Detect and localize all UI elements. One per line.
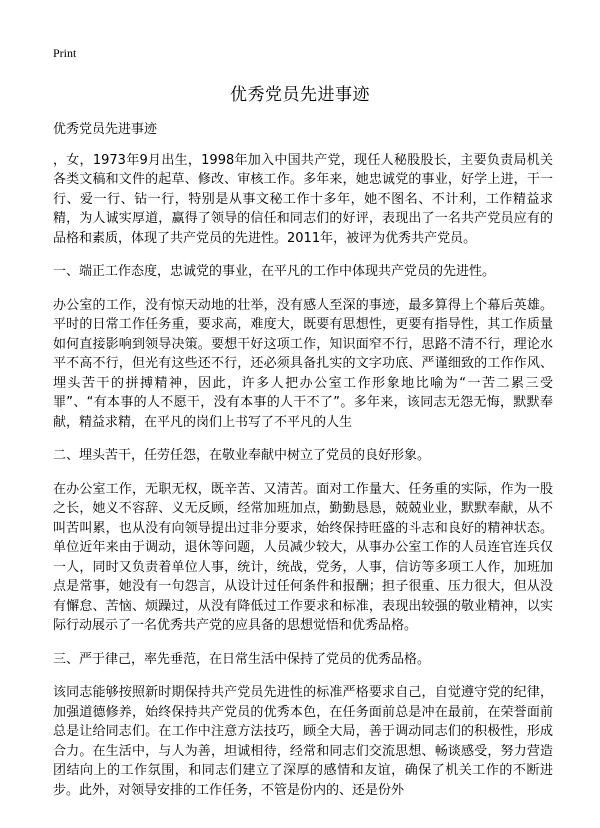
section-1-heading: 一、端正工作态度，忠诚党的事业，在平凡的工作中体现共产党员的先进性。 [53, 264, 496, 279]
section-1-paragraph: 办公室的工作，没有惊天动地的壮举，没有感人至深的事迹，最多算得上个幕后英雄。平时的日常工作任务重，要求高，难度大，既要有思想性，更要有指导性，其工作质量如何直接影响到领导决策。要想干好这项工作，知识面窄不行，思路不清不行，理论水平不高不行，但光有这些还不行，还必须具备扎实的文字功底、严谨细致的工作作风、埋头苦干的拼搏精神，因此，许多人把办公室工作形象地比喻为“一苦二累三受罪”、“有本事的人不愿干，没有本事的人干不了”。多年来，该同志无怨无悔，默默奉献，精益求精，在平凡的岗们上书写了不平凡的人生 [53, 297, 553, 430]
article-body [53, 120, 553, 814]
print-link[interactable]: Print [53, 46, 77, 60]
page-title: 优秀党员先进事迹 [230, 85, 370, 105]
section-3-paragraph: 该同志能够按照新时期保持共产党员先进性的标准严格要求自己，自觉遵守党的纪律，加强道德修养，始终保持共产党员的优秀本色，在任务面前总是冲在最前，在荣誉面前总是让给同志们。在工作中注意方法技巧，顾全大局，善于调动同志们的积极性，形成合力。在生活中，与人为善，坦诚相待，经常和同志们交流思想、畅谈感受，努力营造团结向上的工作氛围，和同志们建立了深厚的感情和友谊，确保了机关工作的不断进步。此外，对领导安排的工作任务，不管是份内的、还是份外 [53, 685, 553, 798]
section-2-heading: 二、埋头苦干，任劳任怨，在敬业奉献中树立了党员的良好形象。 [53, 448, 431, 463]
section-3-heading: 三、严于律己，率先垂范，在日常生活中保持了党员的优秀品格。 [53, 651, 431, 667]
article-subtitle: 优秀党员先进事迹 [53, 122, 158, 137]
section-2-paragraph: 在办公室工作，无职无权，既辛苦、又清苦。面对工作量大、任务重的实际，作为一股之长，她义不容辞、义无反顾，经常加班加点，勤勤恳恳，兢兢业业，默默奉献，从不叫苦叫累，也从没有向领导提出过非分要求，始终保持旺盛的斗志和良好的精神状态。单位近年来由于调动，退休等问题，人员减少较大，从事办公室工作的人员连官连兵仅一人，同时又负责着单位人事，统计，统战，党务，人事，信访等多项工人作，加班加点是常事，她没有一句怨言，从设计过任何条件和报酬；担子很重、压力很大，但从没有懈怠、苦恼、烦躁过，从没有降低过工作要求和标准，表现出较强的敬业精神，以实际行动展示了一名优秀共产党的应具备的思想觉悟和优秀品格。 [53, 481, 553, 633]
intro-paragraph: ，女，1973年9月出生，1998年加入中国共产党，现任人秘股股长，主要负责局机关各类文稿和文件的起草、修改、审核工作。多年来，她忠诚党的事业，好学上进，干一行、爱一行、钻一行，特别是从事文秘工作十多年，她不图名、不计利，工作精益求精，为人诚实厚道，赢得了领导的信任和同志们的好评，表现出了一名共产党员应有的品格和素质，体现了共产党员的先进性。2011年，被评为优秀共产党员。 [53, 152, 553, 246]
